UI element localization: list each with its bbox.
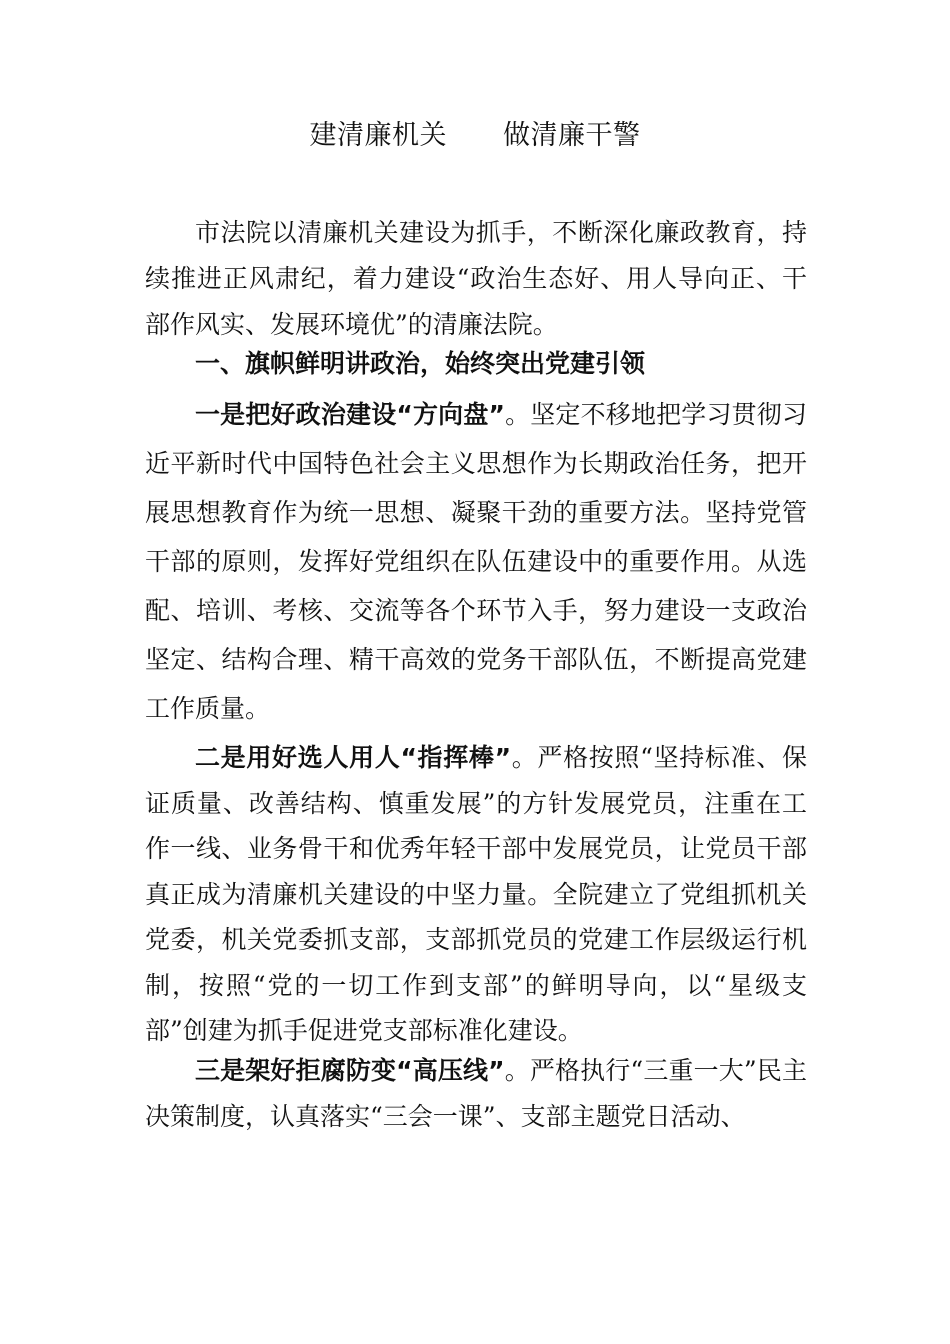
paragraph-2-lead: 二是用好选人用人“指挥棒” — [195, 743, 512, 772]
paragraph-2 — [145, 735, 807, 1054]
paragraph-3-text: 。严格执行“三重一大”民主决策制度，认真落实“三会一课”、支部主题党日活动、 — [145, 1056, 807, 1131]
paragraph-2-text: 。严格按照“坚持标准、保证质量、改善结构、慎重发展”的方针发展党员，注重在工作一线、业务骨干和优秀年轻干部中发展党员，让党员干部真正成为清廉机关建设的中坚力量。全院建立了党组抓机关党委，机关党委抓支部，支部抓党员的党建工作层级运行机制，按照“党的一切工作到支部”的鲜明导向，以“星级支部”创建为抓手促进党支部标准化建设。 — [145, 743, 807, 1045]
document-title — [0, 116, 950, 156]
paragraph-3-lead: 三是架好拒腐防变“高压线” — [195, 1056, 505, 1085]
paragraph-2-block — [145, 735, 807, 1054]
section-heading: 一、旗帜鲜明讲政治，始终突出党建引领 — [195, 349, 646, 378]
paragraph-1-block — [145, 390, 807, 733]
paragraph-1 — [145, 390, 807, 733]
paragraph-3 — [145, 1048, 807, 1139]
paragraph-1-lead: 一是把好政治建设“方向盘” — [195, 400, 505, 429]
title-left: 建清廉机关 — [309, 120, 447, 151]
intro-paragraph: 市法院以清廉机关建设为抓手，不断深化廉政教育，持续推进正风肃纪，着力建设“政治生态好、用人导向正、干部作风实、发展环境优”的清廉法院。 — [145, 218, 807, 339]
paragraph-1-text: 。坚定不移地把学习贯彻习近平新时代中国特色社会主义思想作为长期政治任务，把开展思想教育作为统一思想、凝聚干劲的重要方法。坚持党管干部的原则，发挥好党组织在队伍建设中的重要作用。从选配、培训、考核、交流等各个环节入手，努力建设一支政治坚定、结构合理、精干高效的党务干部队伍，不断提高党建工作质量。 — [145, 400, 807, 723]
title-right: 做清廉干警 — [503, 120, 641, 151]
paragraph-3-block — [145, 1048, 807, 1139]
intro-block — [145, 210, 807, 348]
